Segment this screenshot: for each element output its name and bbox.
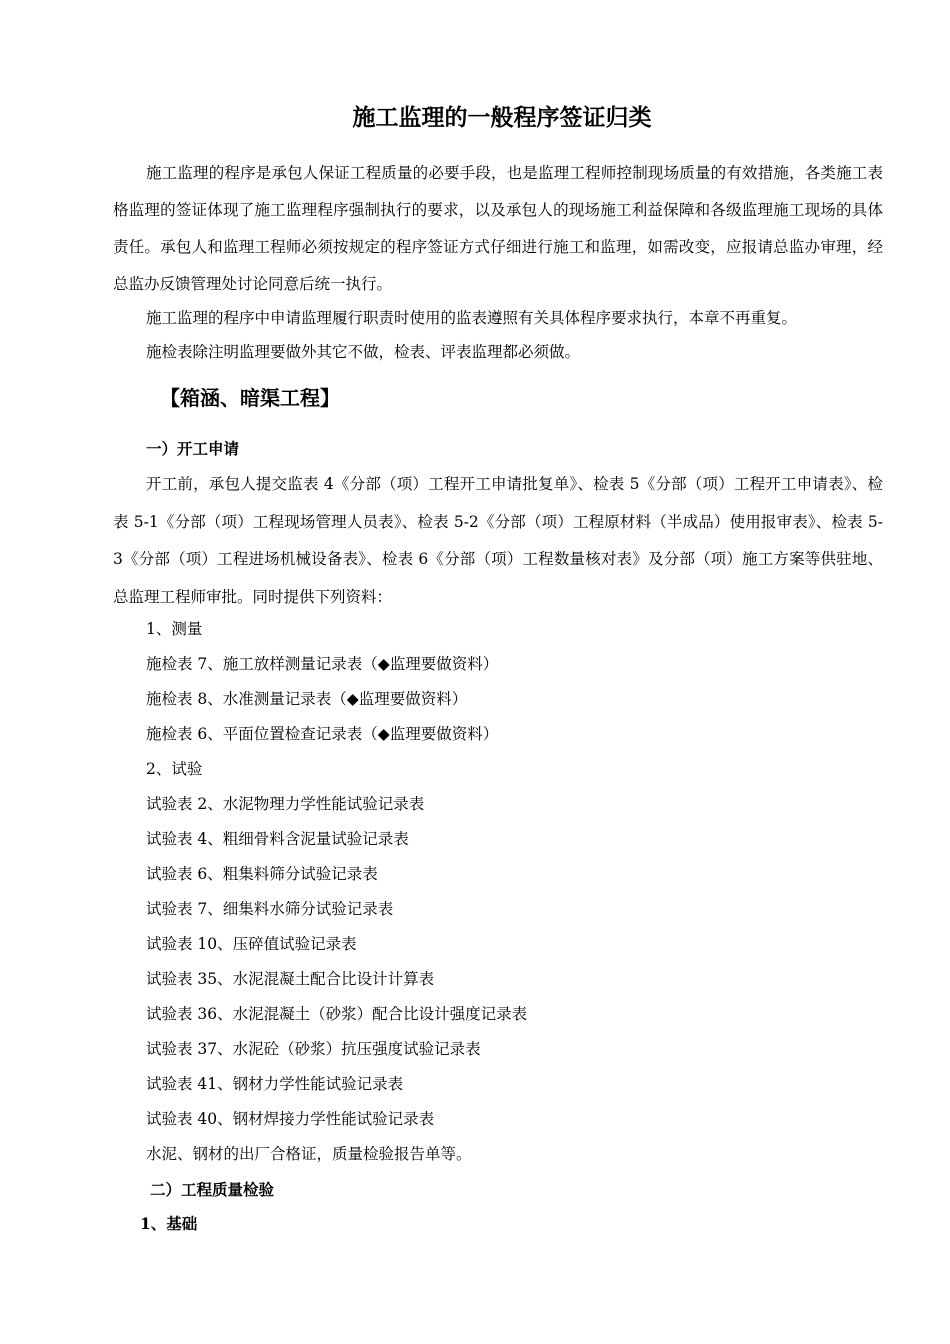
sub-heading-quality-inspection: 二）工程质量检验 xyxy=(150,1180,275,1199)
document-title: 施工监理的一般程序签证归类 xyxy=(352,104,652,131)
sub-heading-foundation: 1、基础 xyxy=(140,1214,198,1233)
test-heading: 2、试验 xyxy=(146,760,203,778)
test-item: 试验表 35、水泥混凝土配合比设计计算表 xyxy=(146,970,435,988)
test-item: 试验表 2、水泥物理力学性能试验记录表 xyxy=(146,795,425,813)
test-item: 试验表 40、钢材焊接力学性能试验记录表 xyxy=(146,1110,435,1128)
test-item: 试验表 6、粗集料筛分试验记录表 xyxy=(146,865,378,883)
intro-line-2: 施工监理的程序中申请监理履行职责时使用的监表遵照有关具体程序要求执行，本章不再重复。 xyxy=(146,309,798,327)
test-item: 水泥、钢材的出厂合格证，质量检验报告单等。 xyxy=(146,1145,472,1163)
test-item: 试验表 41、钢材力学性能试验记录表 xyxy=(146,1075,404,1093)
intro-paragraph: 施工监理的程序是承包人保证工程质量的必要手段，也是监理工程师控制现场质量的有效措施，各类施工表格监理的签证体现了施工监理程序强制执行的要求，以及承包人的现场施工利益保障和各级监理施工现场的具体责任。承包人和监理工程师必须按规定的程序签证方式仔细进行施工和监理，如需改变，应报请总监办审理，经总监办反馈管理处讨论同意后统一执行。 xyxy=(113,164,883,293)
start-paragraph: 开工前，承包人提交监表 4《分部（项）工程开工申请批复单》、检表 5《分部（项）工程开工申请表》、检表 5-1《分部（项）工程现场管理人员表》、检表 5-2《分部（项）工程原材料（半成品）使用报审表》、检表 5-3《分部（项）工程进场机械设备表》、检表 6《分部（项）工程数量核对表》及分部（项）施工方案等供驻地、总监理工程师审批。同时提供下列资料： xyxy=(113,475,883,606)
section-heading: 【箱涵、暗渠工程】 xyxy=(160,386,340,410)
survey-item: 施检表 8、水准测量记录表（◆监理要做资料） xyxy=(146,690,468,708)
survey-item: 施检表 6、平面位置检查记录表（◆监理要做资料） xyxy=(146,725,499,743)
test-item: 试验表 4、粗细骨料含泥量试验记录表 xyxy=(146,830,409,848)
test-item: 试验表 37、水泥砼（砂浆）抗压强度试验记录表 xyxy=(146,1040,481,1058)
test-item: 试验表 10、压碎值试验记录表 xyxy=(146,935,357,953)
survey-item: 施检表 7、施工放样测量记录表（◆监理要做资料） xyxy=(146,655,499,673)
test-item: 试验表 36、水泥混凝土（砂浆）配合比设计强度记录表 xyxy=(146,1005,528,1023)
survey-heading: 1、测量 xyxy=(146,620,203,638)
sub-heading-start-application: 一）开工申请 xyxy=(146,439,240,458)
test-item: 试验表 7、细集料水筛分试验记录表 xyxy=(146,900,394,918)
intro-line-3: 施检表除注明监理要做外其它不做，检表、评表监理都必须做。 xyxy=(146,343,581,361)
